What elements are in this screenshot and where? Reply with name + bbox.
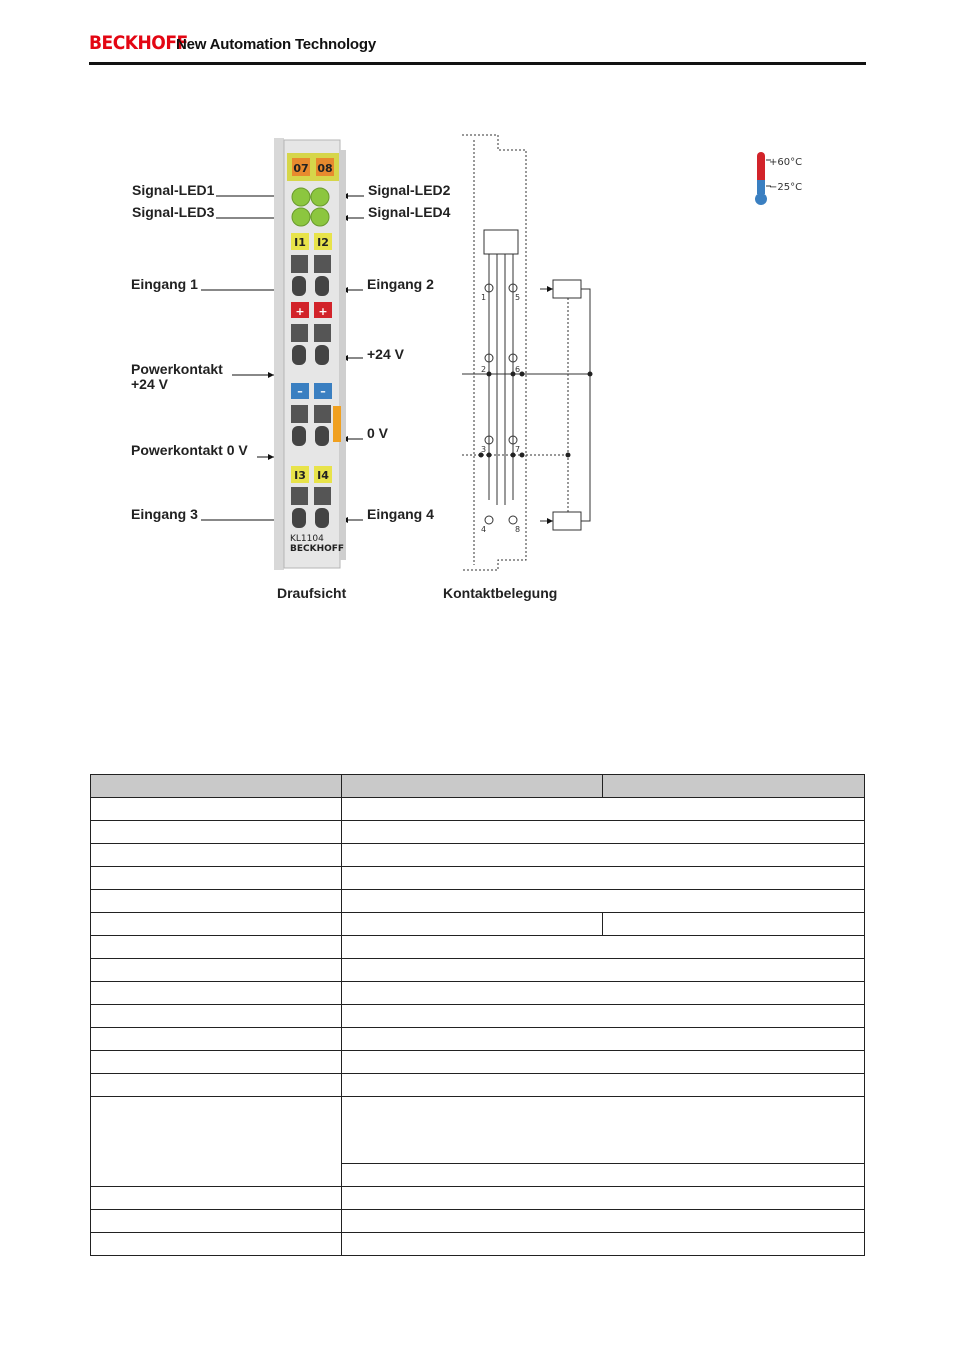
label-signal-led3: Signal-LED3 [132,204,215,220]
table-row [91,982,865,1005]
terminal-body [274,138,346,570]
label-eingang-2: Eingang 2 [367,276,434,292]
terminal-led-label-i4: I4 [317,469,329,482]
temp-min: −25°C [769,182,803,193]
label-plus-24v: +24 V [367,346,404,362]
terminal-minus-left: – [297,385,303,398]
contact-2: 2 [481,365,487,374]
table-row [91,867,865,890]
terminal-figure [0,0,954,640]
label-powerkontakt-24v: Powerkontakt [131,361,223,377]
contact-1: 1 [481,293,487,302]
brand-logo: BECKHOFF [89,32,188,54]
table-row [91,844,865,867]
label-signal-led2: Signal-LED2 [368,182,451,198]
caption-kontaktbelegung: Kontaktbelegung [443,585,558,601]
table-row [91,890,865,913]
table-header-row [91,775,865,798]
spec-table [90,774,865,1256]
pinout-diagram [462,135,590,570]
pinout-junctions [479,372,593,458]
terminal-maker: BECKHOFF [290,544,345,554]
terminal-code-08: 08 [317,162,333,175]
label-eingang-1: Eingang 1 [131,276,198,292]
contact-6: 6 [515,365,521,374]
terminal-led-label-i2: I2 [317,236,329,249]
terminal-plus-right: + [318,305,328,318]
terminal-led-label-i3: I3 [294,469,306,482]
temp-max: +60°C [769,157,803,168]
caption-draufsicht: Draufsicht [277,585,347,601]
terminal-code-07: 07 [293,162,309,175]
terminal-minus-right: – [320,385,326,398]
contact-3: 3 [481,445,487,454]
table-row [91,798,865,821]
label-powerkontakt-24v-value: +24 V [131,376,168,392]
label-eingang-4: Eingang 4 [367,506,434,522]
table-row [91,913,865,936]
terminal-plus-left: + [295,305,305,318]
table-row-tall [91,1097,865,1164]
table-row [91,1028,865,1051]
table-row [91,1051,865,1074]
table-row [91,1210,865,1233]
table-row [91,821,865,844]
terminal-model: KL1104 [290,534,324,544]
label-signal-led1: Signal-LED1 [132,182,215,198]
table-row [91,1074,865,1097]
table-row [91,1187,865,1210]
label-0v: 0 V [367,425,389,441]
table-row [91,959,865,982]
label-eingang-3: Eingang 3 [131,506,198,522]
brand-tagline: New Automation Technology [176,36,376,53]
table-row [91,1233,865,1256]
contact-4: 4 [481,525,487,534]
contact-8: 8 [515,525,521,534]
table-row [91,936,865,959]
contact-5: 5 [515,293,521,302]
table-row [91,1005,865,1028]
label-signal-led4: Signal-LED4 [368,204,451,220]
label-powerkontakt-0v: Powerkontakt 0 V [131,442,248,458]
contact-7: 7 [515,445,521,454]
terminal-led-label-i1: I1 [294,236,306,249]
